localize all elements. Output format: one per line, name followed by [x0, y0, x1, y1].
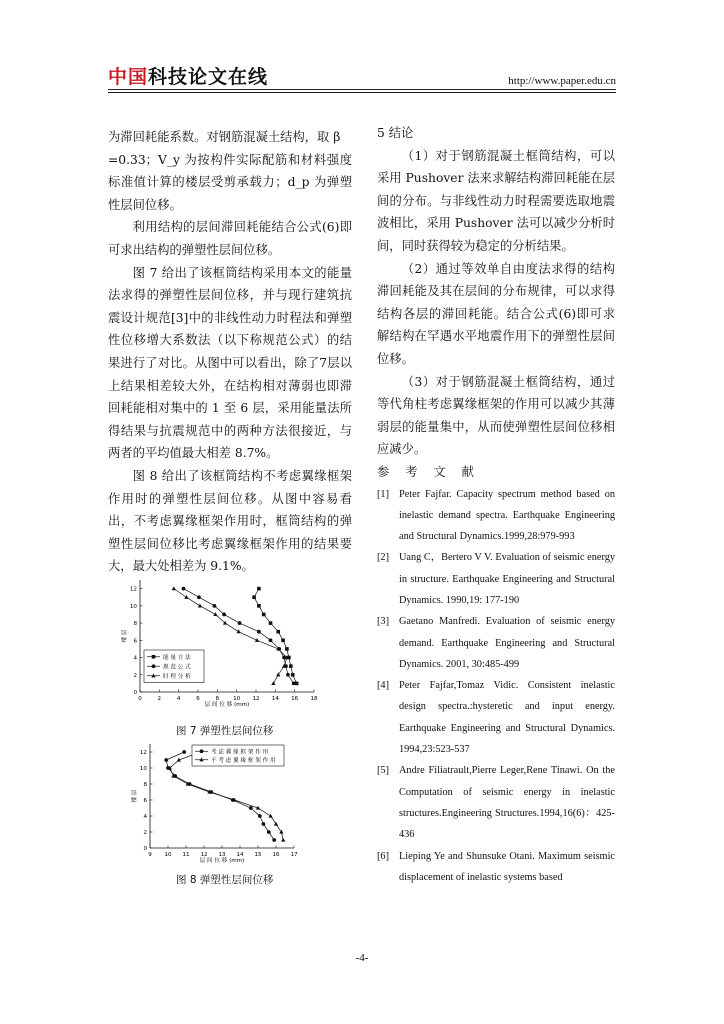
x-tick-label: 12: [200, 852, 208, 858]
data-point: [291, 673, 295, 677]
x-tick-label: 6: [196, 696, 200, 702]
data-point: [285, 647, 289, 651]
data-point: [172, 586, 176, 590]
reference-number: [4]: [377, 680, 390, 692]
x-axis-label: 层 间 位 移 (mm): [204, 702, 250, 708]
header-url[interactable]: http://www.paper.edu.cn: [508, 75, 616, 87]
reference-item: [377, 547, 615, 611]
legend-label: 规 范 公 式: [163, 664, 191, 671]
reference-text: Peter Fajfar. Capacity spectrum method based on inelastic demand spectra. Earthquake Engineering and Structural Dynamics.1999,28:979-993: [399, 488, 615, 543]
data-point: [182, 750, 186, 754]
page-number: -4-: [355, 952, 369, 964]
x-tick-label: 9: [148, 852, 152, 858]
data-point: [269, 814, 273, 818]
y-tick-label: 10: [129, 603, 137, 610]
data-point: [184, 595, 188, 599]
reference-number: [5]: [377, 765, 390, 777]
site-logo: 中国科技论文在线: [108, 66, 269, 88]
data-point: [249, 806, 253, 810]
reference-text: Andre Filiatrault,Pierre Leger,Rene Tinawi. On the Computation of seismic energy in inelastic structures.Engineering Structures.1994,16(6)：425-436: [399, 765, 615, 841]
data-point: [257, 604, 261, 608]
y-tick-label: 6: [143, 798, 147, 804]
data-point: [267, 830, 271, 834]
x-tick-label: 12: [252, 696, 260, 702]
reference-item: [377, 760, 615, 845]
data-point: [237, 629, 241, 633]
y-tick-label: 2: [133, 672, 137, 679]
y-tick-label: 8: [133, 621, 137, 628]
reference-item: [377, 846, 615, 889]
reference-item: [377, 675, 615, 760]
data-point: [269, 638, 273, 642]
section-title: 5 结论: [377, 126, 414, 140]
data-point: [281, 838, 285, 842]
data-point: [292, 681, 296, 685]
y-tick-label: 2: [143, 830, 147, 836]
y-tick-label: 4: [133, 655, 137, 662]
y-tick-label: 4: [143, 814, 147, 820]
y-axis-label: 楼 层: [122, 629, 128, 643]
figure-8-caption: 图 8 弹塑性层间位移: [176, 874, 274, 886]
left-column: [108, 126, 352, 578]
x-tick-label: 2: [157, 696, 162, 702]
x-tick-label: 0: [138, 696, 142, 702]
legend-marker: [152, 655, 156, 659]
y-tick-label: 6: [133, 638, 137, 645]
legend-label: 能 量 方 法: [163, 654, 191, 661]
x-tick-label: 8: [215, 696, 220, 702]
data-point: [271, 681, 275, 685]
series-line: [254, 589, 297, 684]
paragraph-3: 利用结构的层间滞回耗能结合公式(6)即可求出结构的弹塑性层间位移。: [108, 220, 352, 257]
x-tick-label: 10: [164, 852, 172, 858]
reference-list: [377, 484, 615, 889]
y-axis-label: 楼 层: [132, 789, 138, 803]
reference-text: Peter Fajfar,Tomaz Vidic. Consistent inelastic design spectra.:hysteretic and input energy. Earthquake Engineering and Structural Dynamics. 1994,23:523-537: [399, 680, 615, 756]
data-point: [289, 664, 293, 668]
x-tick-label: 11: [182, 852, 190, 858]
y-tick-label: 0: [143, 846, 147, 852]
x-tick-label: 14: [271, 696, 279, 702]
x-tick-label: 4: [176, 696, 181, 702]
data-point: [276, 630, 280, 634]
data-point: [257, 587, 261, 591]
conclusion-1: （1）对于钢筋混凝土框筒结构，可以采用 Pushover 法来求解结构滞回耗能在层间的分布。与非线性动力时程需要选取地震波相比，采用 Pushover 法可以减少分析时间，同时获得较为稳定的分析结果。: [377, 148, 615, 253]
reference-text: Uang C，Bertero V V. Evaluation of seismic energy in structure. Earthquake Engineering and Structural Dynamics. 1990,19: 177-190: [399, 552, 615, 606]
data-point: [286, 673, 290, 677]
reference-item: [377, 611, 615, 675]
figure-7-chart: [118, 578, 330, 716]
conclusion-2: （2）通过等效单自由度法求得的结构滞回耗能及其在层间的分布规律，可以求得结构各层的滞回耗能。结合公式(6)即可求解结构在罕遇水平地震作用下的弹塑性层间位移。: [377, 261, 615, 366]
reference-number: [2]: [377, 552, 390, 564]
data-point: [222, 613, 226, 617]
header-rule-thin: [108, 92, 616, 93]
data-point: [213, 604, 217, 608]
x-tick-label: 16: [272, 852, 280, 858]
x-axis-label: 层 间 位 移 (mm): [199, 858, 245, 864]
x-tick-label: 13: [218, 852, 226, 858]
x-tick-label: 15: [254, 852, 262, 858]
paragraph-1: 为滞回耗能系数。对钢筋混凝土结构，取 β: [108, 130, 341, 144]
y-tick-label: 10: [139, 766, 147, 772]
figure-8-chart: [128, 742, 310, 868]
x-tick-label: 18: [310, 696, 318, 702]
data-point: [269, 621, 273, 625]
data-point: [281, 639, 285, 643]
paragraph-2: =0.33；V_y 为按构件实际配筋和材料强度标准值计算的楼层受剪承载力；d_p 为弹塑性层间位移。: [108, 152, 352, 212]
data-point: [258, 814, 262, 818]
y-tick-label: 8: [143, 782, 147, 788]
data-point: [164, 758, 168, 762]
reference-number: [3]: [377, 616, 390, 628]
data-point: [198, 604, 202, 608]
data-point: [252, 595, 256, 599]
legend-label: 时 程 分 析: [163, 673, 191, 680]
reference-number: [1]: [377, 488, 390, 500]
figure-7-caption: 图 7 弹塑性层间位移: [176, 725, 274, 737]
paragraph-4: 图 7 给出了该框筒结构采用本文的能量法求得的弹塑性层间位移，并与现行建筑抗震设计规范[3]中的非线性动力时程法和弹塑性位移增大系数法（以下称规范公式）的结果进行了对比。从图中可以看出，除了7层以上结果相差较大外，在结构相对薄弱也即滞回耗能相对集中的 1 至 6 层，采用能量法所得结果与抗震规范中的两种方法很接近，与两者的平均值最大相差 8.7%。: [108, 265, 352, 461]
x-tick-label: 14: [236, 852, 244, 858]
data-point: [272, 838, 276, 842]
data-point: [262, 822, 266, 826]
legend-marker: [152, 664, 156, 668]
paragraph-5: 图 8 给出了该框筒结构不考虑翼缘框架作用时的弹塑性层间位移。从图中容易看出，不考虑翼缘框架作用时，框筒结构的弹塑性层间位移比考虑翼缘框架作用的结果要大，最大处相差为 9.1%。: [108, 468, 352, 574]
x-tick-label: 16: [291, 696, 299, 702]
x-tick-label: 17: [290, 852, 298, 858]
references-heading: 参 考 文 献: [377, 464, 480, 479]
legend-marker: [200, 749, 204, 753]
header-rule: [108, 89, 616, 90]
data-point: [262, 613, 266, 617]
data-point: [257, 630, 261, 634]
y-tick-label: 12: [129, 586, 137, 593]
data-point: [182, 587, 186, 591]
data-point: [197, 595, 201, 599]
reference-text: Gaetano Manfredi. Evaluation of seismic energy demand. Earthquake Engineering and Structural Dynamics. 2001, 30:485-499: [399, 616, 615, 670]
x-tick-label: 10: [233, 696, 241, 702]
conclusion-3: （3）对于钢筋混凝土框筒结构，通过等代角柱考虑翼缘框架的作用可以减少其薄弱层的能量集中，从而使弹塑性层间位移相应减少。: [377, 374, 615, 457]
right-column: [377, 122, 615, 888]
legend-label: 不 考 虑 翼 缘 框 架 作 用: [211, 757, 276, 764]
data-point: [213, 612, 217, 616]
legend-label: 考 虑 翼 缘 框 架 作 用: [211, 749, 269, 756]
data-point: [238, 621, 242, 625]
reference-text: Lieping Ye and Shunsuke Otani. Maximum seismic displacement of inelastic systems based: [399, 850, 615, 883]
y-tick-label: 12: [139, 750, 147, 756]
y-tick-label: 0: [133, 690, 137, 696]
reference-item: [377, 484, 615, 548]
reference-number: [6]: [377, 850, 390, 862]
